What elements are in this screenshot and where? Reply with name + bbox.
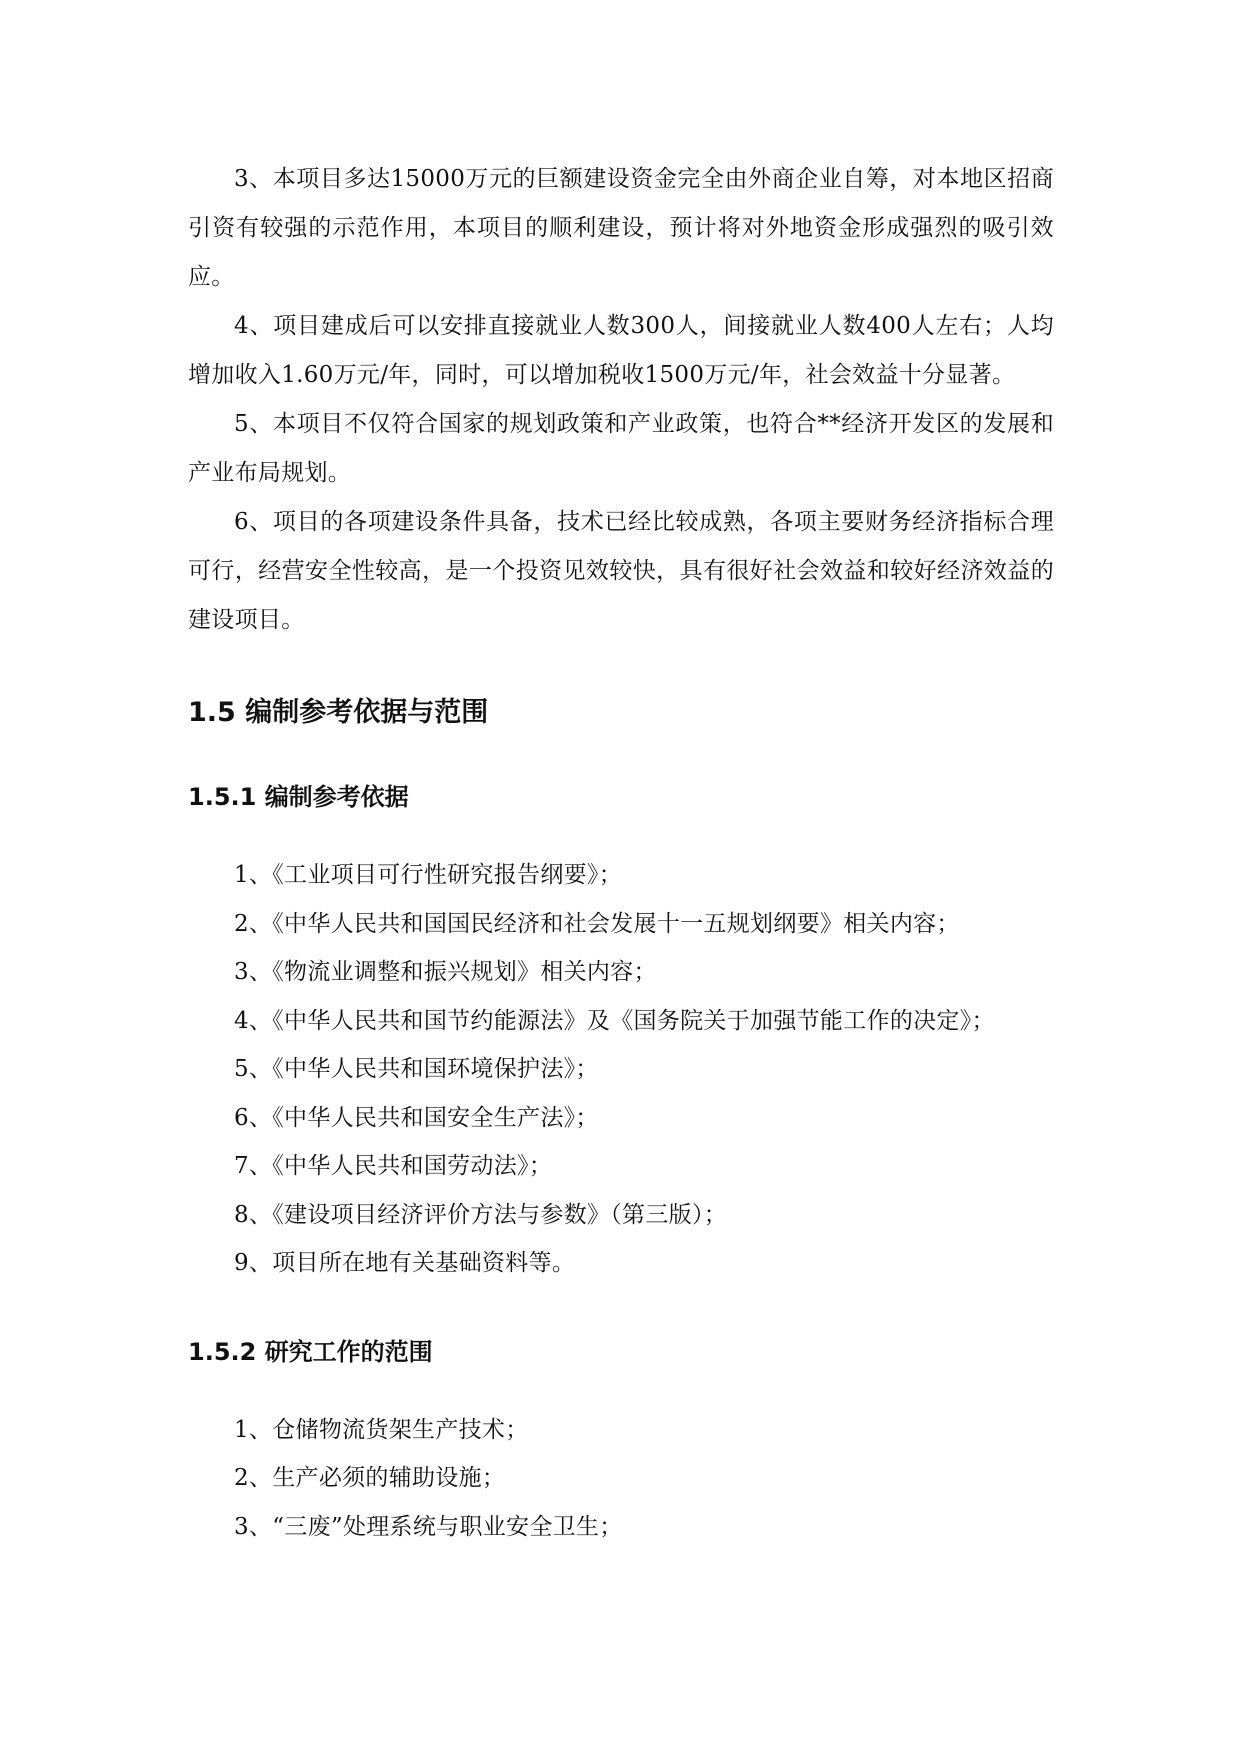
research-scope-list — [188, 1406, 1054, 1552]
list-item: 2、《中华人民共和国国民经济和社会发展十一五规划纲要》相关内容； — [234, 910, 960, 937]
list-item: 1、仓储物流货架生产技术； — [234, 1416, 529, 1443]
list-item: 1、《工业项目可行性研究报告纲要》； — [234, 862, 623, 888]
list-item: 3、“三废”处理系统与职业安全卫生； — [234, 1513, 623, 1540]
paragraph-item-6: 6、项目的各项建设条件具备，技术已经比较成熟，各项主要财务经济指标合理可行，经营安全性较高，是一个投资见效较快，具有很好社会效益和较好经济效益的建设项目。 — [188, 509, 1054, 633]
paragraph-item-4: 4、项目建成后可以安排直接就业人数300人，间接就业人数400人左右；人均增加收入1.60万元/年，同时，可以增加税收1500万元/年，社会效益十分显著。 — [188, 313, 1054, 388]
list-item: 5、《中华人民共和国环境保护法》； — [234, 1056, 599, 1082]
list-item: 2、生产必须的辅助设施； — [234, 1465, 506, 1491]
page-content — [188, 155, 1054, 1551]
reference-basis-list — [188, 851, 1054, 1288]
list-item: 7、《中华人民共和国劳动法》； — [234, 1153, 553, 1179]
subsection-heading-1-5-1: 1.5.1 编制参考依据 — [188, 783, 409, 811]
paragraph-item-5: 5、本项目不仅符合国家的规划政策和产业政策，也符合**经济开发区的发展和产业布局规划。 — [188, 411, 1054, 486]
list-item: 3、《物流业调整和振兴规划》相关内容； — [234, 959, 657, 985]
subsection-heading-1-5-2: 1.5.2 研究工作的范围 — [188, 1337, 433, 1366]
section-heading-1-5: 1.5 编制参考依据与范围 — [188, 697, 489, 728]
paragraph-item-3: 3、本项目多达15000万元的巨额建设资金完全由外商企业自筹，对本地区招商引资有较强的示范作用，本项目的顺利建设，预计将对外地资金形成强烈的吸引效应。 — [188, 166, 1054, 290]
list-item: 8、《建设项目经济评价方法与参数》（第三版）； — [234, 1201, 728, 1228]
list-item: 9、项目所在地有关基础资料等。 — [234, 1250, 576, 1276]
list-item: 4、《中华人民共和国节约能源法》及《国务院关于加强节能工作的决定》； — [234, 1007, 995, 1034]
list-item: 6、《中华人民共和国安全生产法》； — [234, 1104, 599, 1131]
